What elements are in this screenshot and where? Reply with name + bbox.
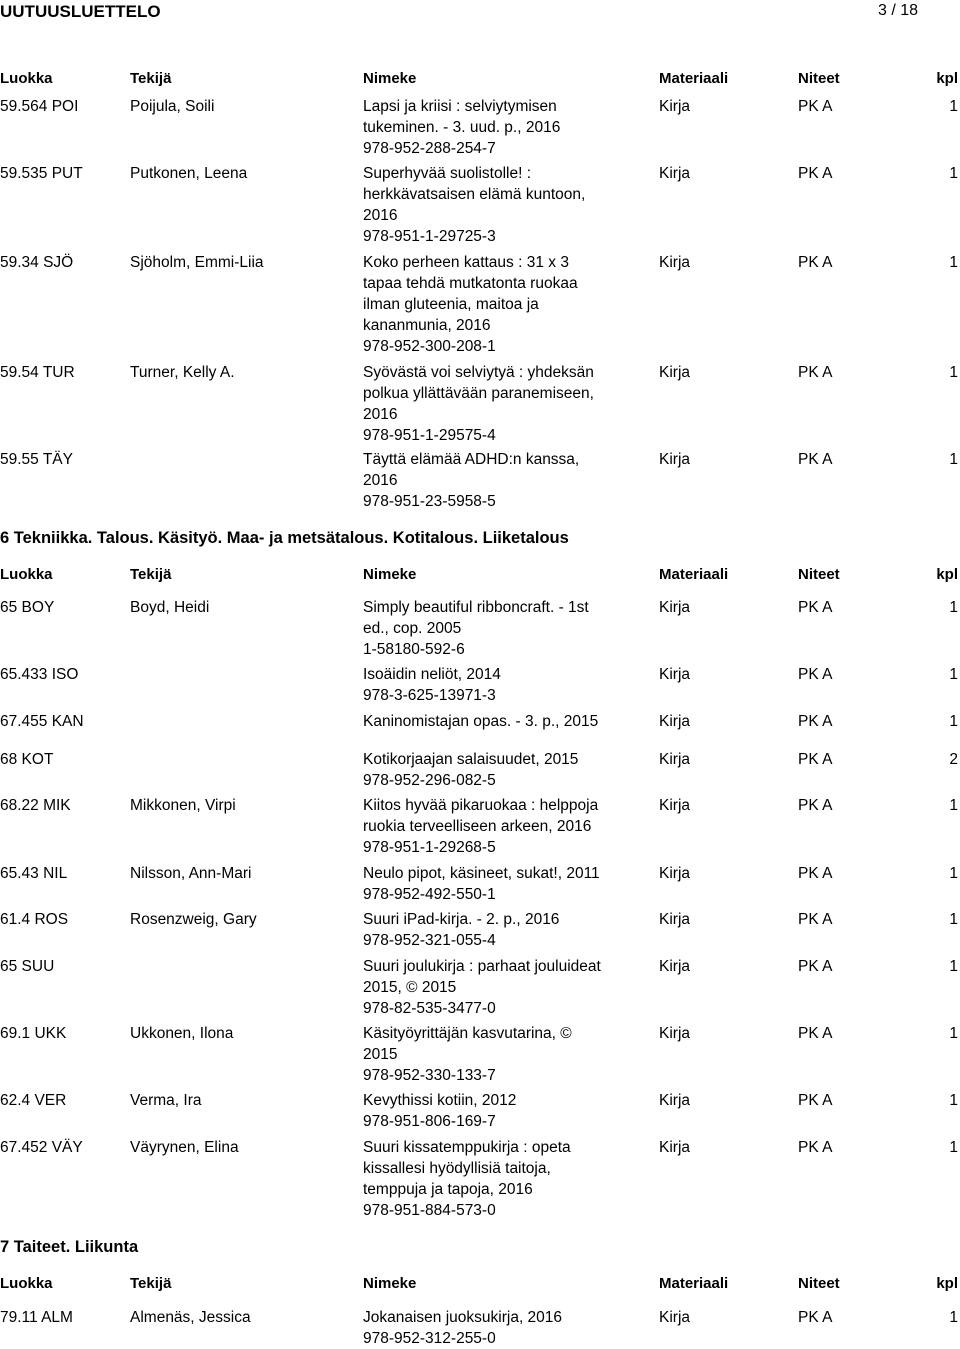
cell-materiaali: Kirja (659, 911, 691, 928)
cell-tekija: Mikkonen, Virpi (130, 797, 236, 814)
page-header (0, 0, 960, 26)
cell-nimeke (363, 1090, 628, 1132)
cell-kpl: 1 (949, 98, 958, 115)
cell-tekija: Boyd, Heidi (130, 599, 210, 616)
document-title: UUTUUSLUETTELO (0, 2, 161, 21)
nimeke-line: 1-58180-592-6 (363, 641, 465, 658)
cell-nimeke (363, 1023, 628, 1086)
cell-niteet: PK A (798, 451, 833, 468)
nimeke-line: ed., cop. 2005 (363, 620, 462, 637)
cell-luokka: 62.4 VER (0, 1092, 67, 1109)
nimeke-line: 2015, © 2015 (363, 979, 457, 996)
column-header-row (0, 1275, 960, 1295)
nimeke-line: Suuri iPad-kirja. - 2. p., 2016 (363, 911, 560, 928)
nimeke-line: Täyttä elämää ADHD:n kanssa, (363, 451, 580, 468)
cell-tekija: Rosenzweig, Gary (130, 911, 257, 928)
nimeke-line: Koko perheen kattaus : 31 x 3 (363, 254, 569, 271)
cell-materiaali: Kirja (659, 713, 691, 730)
cell-luokka: 65.43 NIL (0, 865, 68, 882)
cell-kpl: 1 (949, 958, 958, 975)
column-header-row (0, 566, 960, 586)
header-luokka: Luokka (0, 1275, 53, 1292)
nimeke-line: Superhyvää suolistolle! : (363, 165, 532, 182)
cell-niteet: PK A (798, 911, 833, 928)
cell-kpl: 1 (949, 797, 958, 814)
nimeke-line: 978-952-330-133-7 (363, 1067, 496, 1084)
nimeke-line: tukeminen. - 3. uud. p., 2016 (363, 119, 561, 136)
column-header-row (0, 70, 960, 90)
cell-tekija: Poijula, Soili (130, 98, 215, 115)
cell-luokka: 69.1 UKK (0, 1025, 67, 1042)
cell-luokka: 61.4 ROS (0, 911, 69, 928)
cell-niteet: PK A (798, 865, 833, 882)
header-nimeke: Nimeke (363, 70, 417, 87)
cell-materiaali: Kirja (659, 165, 691, 182)
cell-tekija: Almenäs, Jessica (130, 1309, 251, 1326)
cell-materiaali: Kirja (659, 666, 691, 683)
cell-luokka: 79.11 ALM (0, 1309, 73, 1326)
cell-nimeke (363, 163, 628, 247)
cell-tekija: Ukkonen, Ilona (130, 1025, 234, 1042)
header-nimeke: Nimeke (363, 566, 417, 583)
cell-luokka: 59.564 POI (0, 98, 79, 115)
cell-luokka: 65 SUU (0, 958, 55, 975)
nimeke-line: polkua yllättävään paranemiseen, (363, 385, 594, 402)
header-luokka: Luokka (0, 70, 53, 87)
cell-nimeke (363, 597, 628, 660)
cell-luokka: 68 KOT (0, 751, 54, 768)
cell-kpl: 1 (949, 713, 958, 730)
cell-kpl: 1 (949, 1139, 958, 1156)
cell-materiaali: Kirja (659, 1139, 691, 1156)
nimeke-line: Suuri joulukirja : parhaat jouluideat (363, 958, 601, 975)
cell-tekija: Turner, Kelly A. (130, 364, 235, 381)
nimeke-line: ruokia terveelliseen arkeen, 2016 (363, 818, 592, 835)
cell-luokka: 65 BOY (0, 599, 55, 616)
cell-niteet: PK A (798, 1139, 833, 1156)
cell-nimeke (363, 795, 628, 858)
cell-niteet: PK A (798, 1092, 833, 1109)
nimeke-line: 978-952-296-082-5 (363, 772, 496, 789)
cell-nimeke (363, 749, 628, 791)
nimeke-line: Kiitos hyvää pikaruokaa : helppoja (363, 797, 599, 814)
cell-niteet: PK A (798, 364, 833, 381)
cell-kpl: 1 (949, 666, 958, 683)
header-luokka: Luokka (0, 566, 53, 583)
nimeke-line: tapaa tehdä mutkatonta ruokaa (363, 275, 578, 292)
cell-materiaali: Kirja (659, 1092, 691, 1109)
nimeke-line: Simply beautiful ribboncraft. - 1st (363, 599, 589, 616)
nimeke-line: 2016 (363, 207, 398, 224)
cell-nimeke (363, 1307, 628, 1349)
nimeke-line: Kotikorjaajan salaisuudet, 2015 (363, 751, 579, 768)
cell-luokka: 68.22 MIK (0, 797, 71, 814)
cell-luokka: 59.55 TÄY (0, 451, 73, 468)
nimeke-line: temppuja ja tapoja, 2016 (363, 1181, 533, 1198)
header-materiaali: Materiaali (659, 566, 729, 583)
nimeke-line: 978-82-535-3477-0 (363, 1000, 496, 1017)
cell-niteet: PK A (798, 713, 833, 730)
nimeke-line: 978-952-321-055-4 (363, 932, 496, 949)
cell-materiaali: Kirja (659, 1025, 691, 1042)
page-number: 3 / 18 (877, 2, 918, 19)
nimeke-line: kissallesi hyödyllisiä taitoja, (363, 1160, 551, 1177)
cell-kpl: 1 (949, 599, 958, 616)
cell-nimeke (363, 664, 628, 706)
cell-nimeke (363, 96, 628, 159)
header-tekija: Tekijä (130, 70, 172, 87)
header-materiaali: Materiaali (659, 70, 729, 87)
nimeke-line: 978-952-492-550-1 (363, 886, 496, 903)
cell-tekija: Putkonen, Leena (130, 165, 248, 182)
nimeke-line: ilman gluteenia, maitoa ja (363, 296, 539, 313)
nimeke-line: Neulo pipot, käsineet, sukat!, 2011 (363, 865, 600, 882)
cell-kpl: 1 (949, 1309, 958, 1326)
header-tekija: Tekijä (130, 566, 172, 583)
cell-materiaali: Kirja (659, 797, 691, 814)
cell-kpl: 1 (949, 254, 958, 271)
cell-kpl: 1 (949, 1025, 958, 1042)
cell-niteet: PK A (798, 1309, 833, 1326)
header-materiaali: Materiaali (659, 1275, 729, 1292)
nimeke-line: 978-951-1-29268-5 (363, 839, 496, 856)
cell-materiaali: Kirja (659, 958, 691, 975)
cell-materiaali: Kirja (659, 599, 691, 616)
cell-kpl: 1 (949, 865, 958, 882)
cell-niteet: PK A (798, 254, 833, 271)
nimeke-line: 978-951-1-29725-3 (363, 228, 496, 245)
cell-materiaali: Kirja (659, 364, 691, 381)
header-nimeke: Nimeke (363, 1275, 417, 1292)
nimeke-line: Suuri kissatemppukirja : opeta (363, 1139, 571, 1156)
nimeke-line: Jokanaisen juoksukirja, 2016 (363, 1309, 563, 1326)
cell-luokka: 59.34 SJÖ (0, 254, 74, 271)
nimeke-line: Lapsi ja kriisi : selviytymisen (363, 98, 557, 115)
nimeke-line: 978-951-23-5958-5 (363, 493, 496, 510)
cell-tekija: Verma, Ira (130, 1092, 202, 1109)
nimeke-line: 978-3-625-13971-3 (363, 687, 496, 704)
cell-tekija: Väyrynen, Elina (130, 1139, 239, 1156)
cell-niteet: PK A (798, 751, 833, 768)
cell-materiaali: Kirja (659, 865, 691, 882)
cell-nimeke (363, 909, 628, 951)
cell-kpl: 1 (949, 451, 958, 468)
nimeke-line: 978-951-806-169-7 (363, 1113, 496, 1130)
header-niteet: Niteet (798, 70, 840, 87)
cell-luokka: 59.54 TUR (0, 364, 75, 381)
cell-nimeke (363, 1137, 628, 1221)
nimeke-line: Kaninomistajan opas. - 3. p., 2015 (363, 713, 599, 730)
header-niteet: Niteet (798, 566, 840, 583)
cell-kpl: 1 (949, 1092, 958, 1109)
nimeke-line: 978-952-288-254-7 (363, 140, 496, 157)
cell-materiaali: Kirja (659, 1309, 691, 1326)
nimeke-line: kananmunia, 2016 (363, 317, 491, 334)
nimeke-line: Syövästä voi selviytyä : yhdeksän (363, 364, 594, 381)
cell-niteet: PK A (798, 666, 833, 683)
nimeke-line: 978-951-1-29575-4 (363, 427, 496, 444)
section-title: 6 Tekniikka. Talous. Käsityö. Maa- ja metsätalous. Kotitalous. Liiketalous (0, 529, 569, 547)
cell-nimeke (363, 449, 628, 512)
nimeke-line: 978-952-312-255-0 (363, 1330, 496, 1347)
nimeke-line: Isoäidin neliöt, 2014 (363, 666, 501, 683)
nimeke-line: Kevythissi kotiin, 2012 (363, 1092, 517, 1109)
cell-kpl: 1 (949, 911, 958, 928)
cell-kpl: 2 (949, 751, 958, 768)
cell-niteet: PK A (798, 958, 833, 975)
cell-kpl: 1 (949, 364, 958, 381)
cell-nimeke (363, 711, 628, 732)
cell-tekija: Sjöholm, Emmi-Liia (130, 254, 264, 271)
cell-nimeke (363, 956, 628, 1019)
cell-materiaali: Kirja (659, 751, 691, 768)
nimeke-line: 2016 (363, 406, 398, 423)
header-niteet: Niteet (798, 1275, 840, 1292)
cell-luokka: 67.455 KAN (0, 713, 84, 730)
cell-kpl: 1 (949, 165, 958, 182)
cell-niteet: PK A (798, 599, 833, 616)
cell-nimeke (363, 252, 628, 357)
header-kpl: kpl (936, 70, 958, 87)
cell-tekija: Nilsson, Ann-Mari (130, 865, 252, 882)
header-kpl: kpl (936, 1275, 958, 1292)
cell-luokka: 65.433 ISO (0, 666, 79, 683)
section-title: 7 Taiteet. Liikunta (0, 1238, 139, 1256)
cell-materiaali: Kirja (659, 98, 691, 115)
cell-luokka: 67.452 VÄY (0, 1139, 83, 1156)
nimeke-line: Käsityöyrittäjän kasvutarina, © (363, 1025, 572, 1042)
cell-nimeke (363, 863, 628, 905)
nimeke-line: 2016 (363, 472, 398, 489)
cell-niteet: PK A (798, 98, 833, 115)
nimeke-line: 978-951-884-573-0 (363, 1202, 496, 1219)
cell-materiaali: Kirja (659, 254, 691, 271)
cell-nimeke (363, 362, 628, 446)
nimeke-line: 2015 (363, 1046, 398, 1063)
header-tekija: Tekijä (130, 1275, 172, 1292)
cell-luokka: 59.535 PUT (0, 165, 83, 182)
nimeke-line: 978-952-300-208-1 (363, 338, 496, 355)
cell-niteet: PK A (798, 1025, 833, 1042)
cell-materiaali: Kirja (659, 451, 691, 468)
cell-niteet: PK A (798, 165, 833, 182)
header-kpl: kpl (936, 566, 958, 583)
nimeke-line: herkkävatsaisen elämä kuntoon, (363, 186, 586, 203)
cell-niteet: PK A (798, 797, 833, 814)
